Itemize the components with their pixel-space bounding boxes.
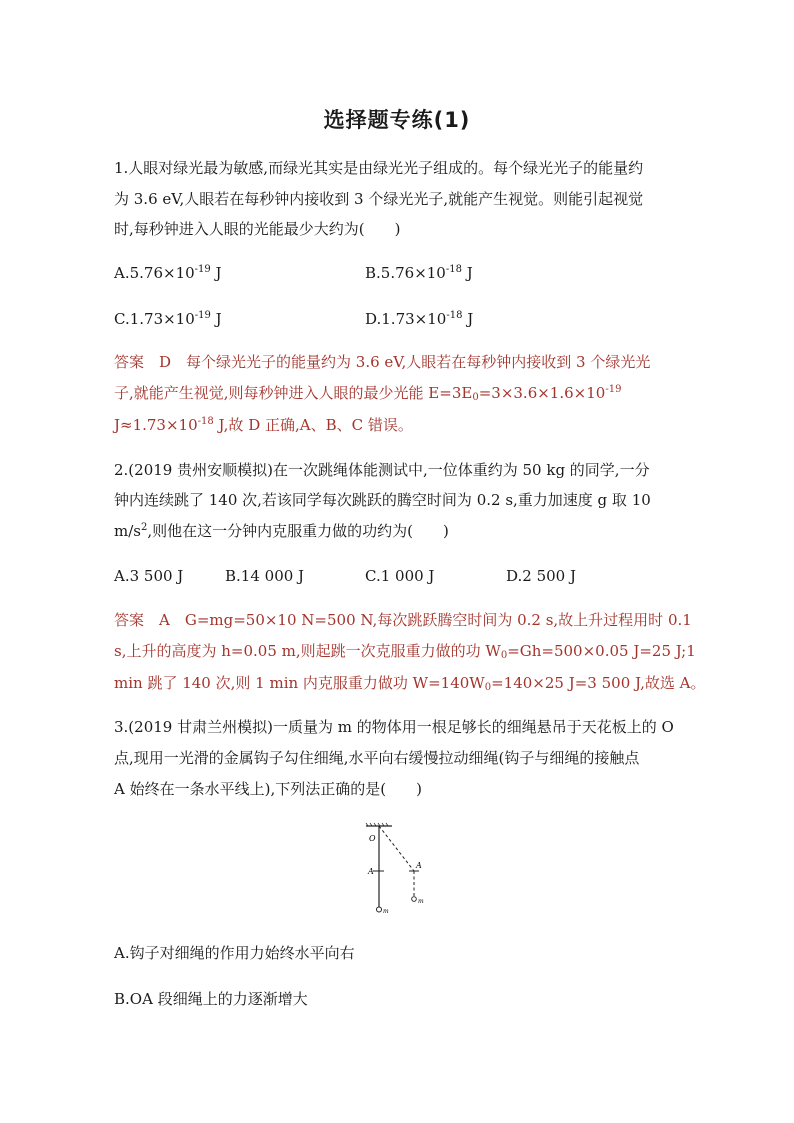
q1-option-d <box>365 309 473 329</box>
q1-option-b-letter: B. <box>365 264 381 282</box>
q1-answer-line-3 <box>114 415 684 435</box>
q1-option-a <box>114 263 222 283</box>
q2-answer-line-3-b: =140×25 J=3 500 J,故选 A。 <box>491 674 706 692</box>
q1-answer-line-3-b: J,故 D 正确,A、B、C 错误。 <box>213 416 413 434</box>
left-mass <box>377 907 382 912</box>
q3-option-b: B.OA 段细绳上的力逐渐增大 <box>114 990 308 1008</box>
q2-answer-line-3 <box>114 673 706 693</box>
q1-option-d-exp: -18 <box>446 310 463 321</box>
label-m-left: m <box>383 908 389 915</box>
q2-stem-line-1: 2.(2019 贵州安顺模拟)在一次跳绳体能测试中,一位体重约为 50 kg 的同学,一分 <box>114 461 650 479</box>
q1-stem-line-1: 1.人眼对绿光最为敏感,而绿光其实是由绿光光子组成的。每个绿光光子的能量约 <box>114 159 644 177</box>
q1-option-b-exp: -18 <box>445 264 462 275</box>
q1-option-c-exp: -19 <box>194 310 211 321</box>
q1-option-d-base: 1.73×10 <box>381 310 447 328</box>
q2-stem-line-3-sup: 2 <box>140 522 148 533</box>
q1-option-b <box>365 263 473 283</box>
q1-option-b-unit: J <box>461 264 473 282</box>
q1-answer-line-2-sup: -19 <box>605 384 622 395</box>
q3-stem-line-1: 3.(2019 甘肃兰州模拟)一质量为 m 的物体用一根足够长的细绳悬吊于天花板上的 O <box>114 718 674 736</box>
label-m-right: m <box>418 898 424 905</box>
q1-option-a-exp: -19 <box>194 264 211 275</box>
q2-answer-line-2-a: s,上升的高度为 h=0.05 m,则起跳一次克服重力做的功 W <box>114 642 501 660</box>
right-mass <box>412 897 417 902</box>
q2-option-b: B.14 000 J <box>225 567 305 585</box>
q2-option-d: D.2 500 J <box>506 567 576 585</box>
q2-stem-line-3 <box>114 521 684 541</box>
label-a-left: A <box>368 867 374 876</box>
q1-stem-line-3: 时,每秒钟进入人眼的光能最少大约为( ) <box>114 220 401 238</box>
q1-option-a-unit: J <box>210 264 222 282</box>
page-title: 选择题专练(1) <box>323 108 471 132</box>
q1-option-c-base: 1.73×10 <box>129 310 195 328</box>
q1-option-a-base: 5.76×10 <box>129 264 195 282</box>
q2-stem-line-3-a: m/s <box>114 522 141 540</box>
q2-stem-line-2: 钟内连续跳了 140 次,若该同学每次跳跃的腾空时间为 0.2 s,重力加速度 g 取 10 <box>114 491 651 509</box>
q1-answer-line-1: 答案 D 每个绿光光子的能量约为 3.6 eV,人眼若在每秒钟内接收到 3 个绿光光 <box>114 353 651 371</box>
label-a-right: A <box>416 861 422 870</box>
q1-answer-line-2-b: =3×3.6×1.6×10 <box>478 384 606 402</box>
q1-answer-line-2-a: 子,就能产生视觉,则每秒钟进入人眼的最少光能 E=3E <box>114 384 473 402</box>
pulley-hook-diagram <box>360 822 440 922</box>
q2-option-a: A.3 500 J <box>114 567 184 585</box>
q2-stem-line-3-b: ,则他在这一分钟内克服重力做的功约为( ) <box>147 522 449 540</box>
q1-option-c-unit: J <box>210 310 222 328</box>
q2-answer-line-2 <box>114 641 696 661</box>
q2-answer-line-1: 答案 A G=mg=50×10 N=500 N,每次跳跃腾空时间为 0.2 s,故上升过程用时 0.1 <box>114 611 692 629</box>
q3-stem-line-2: 点,现用一光滑的金属钩子勾住细绳,水平向右缓慢拉动细绳(钩子与细绳的接触点 <box>114 749 640 767</box>
q1-option-b-base: 5.76×10 <box>380 264 446 282</box>
q2-answer-line-2-sub: 0 <box>500 650 508 661</box>
q3-option-a: A.钩子对细绳的作用力始终水平向右 <box>114 944 355 962</box>
q1-option-a-letter: A. <box>114 264 130 282</box>
q2-option-c: C.1 000 J <box>365 567 435 585</box>
q1-option-c-letter: C. <box>114 310 130 328</box>
q1-option-c <box>114 309 222 329</box>
q1-stem-line-2: 为 3.6 eV,人眼若在每秒钟内接收到 3 个绿光光子,就能产生视觉。则能引起视觉 <box>114 190 644 208</box>
q2-answer-line-3-a: min 跳了 140 次,则 1 min 内克服重力做功 W=140W <box>114 674 485 692</box>
label-o: O <box>369 834 376 843</box>
q1-answer-line-2 <box>114 383 684 403</box>
q2-answer-line-2-b: =Gh=500×0.05 J=25 J;1 <box>507 642 696 660</box>
q1-answer-line-3-sup: -18 <box>197 416 214 427</box>
q1-answer-line-3-a: J≈1.73×10 <box>114 416 198 434</box>
q3-stem-line-3: A 始终在一条水平线上),下列法正确的是( ) <box>114 780 422 798</box>
q1-answer-line-2-sub: 0 <box>472 392 479 403</box>
q1-option-d-letter: D. <box>365 310 382 328</box>
q1-option-d-unit: J <box>462 310 474 328</box>
q2-answer-line-3-sub: 0 <box>484 682 492 693</box>
dashed-rope-oa <box>379 826 414 871</box>
